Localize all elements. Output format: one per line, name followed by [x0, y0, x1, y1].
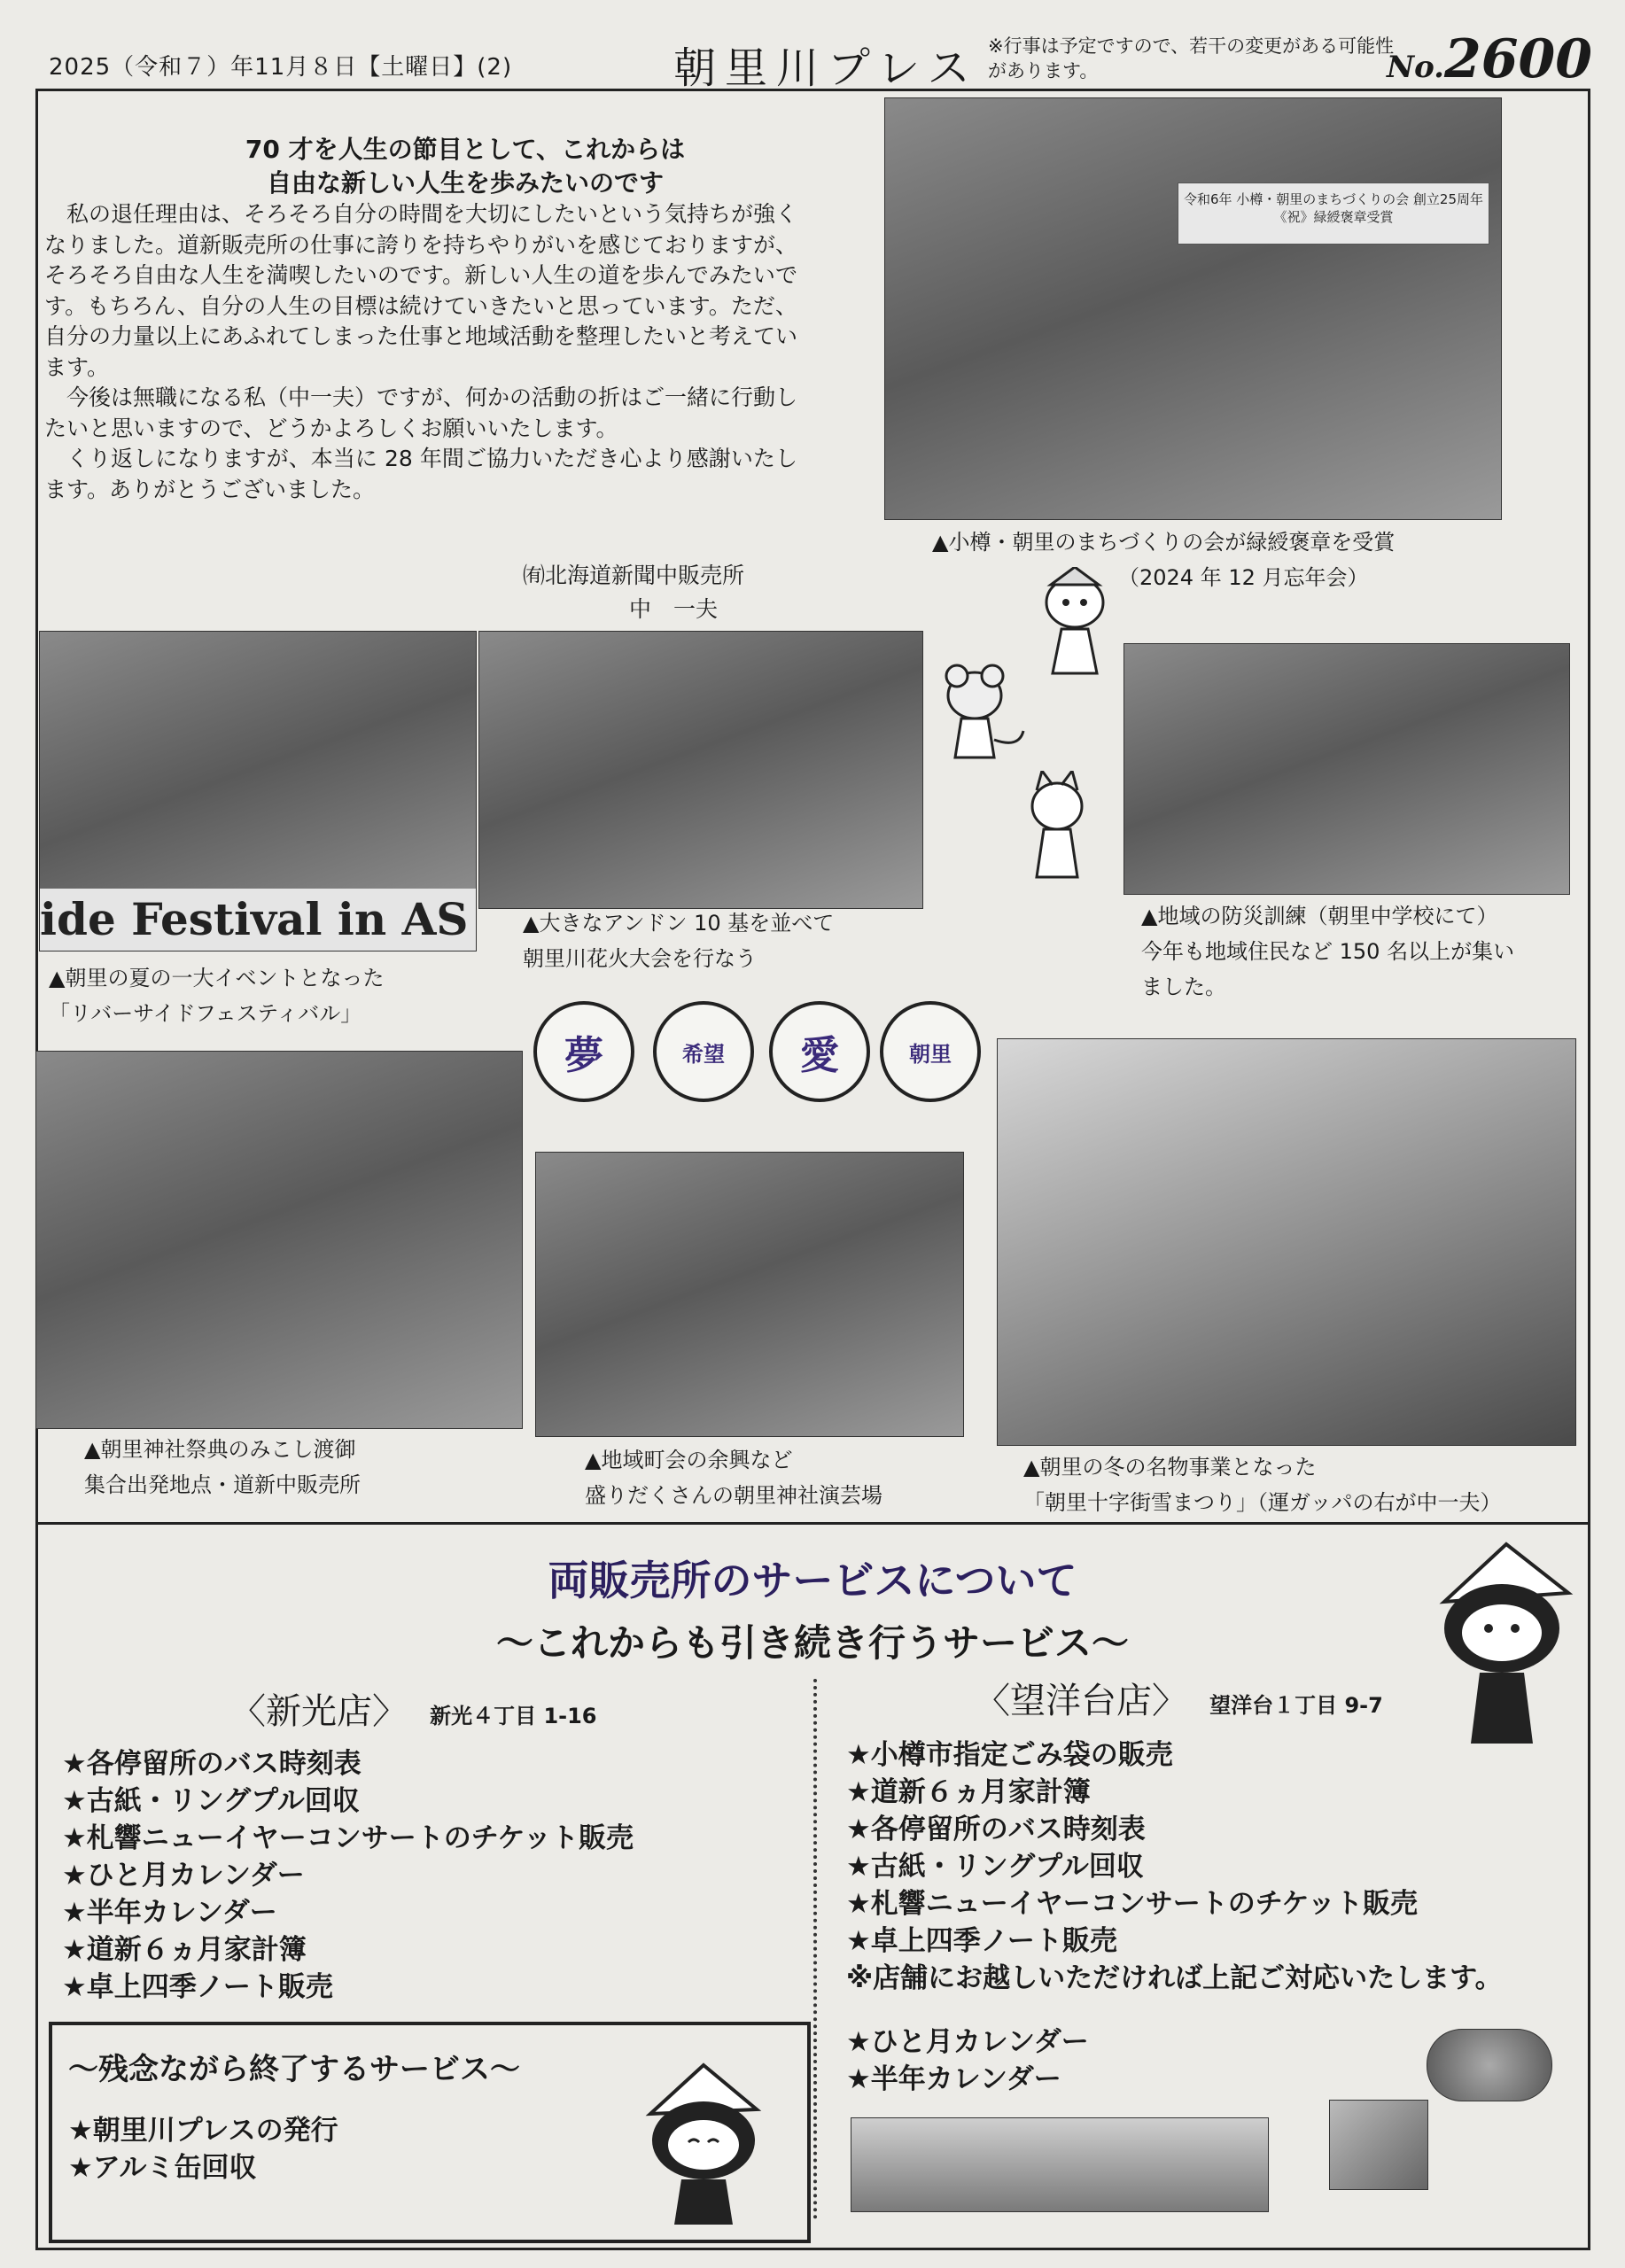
mascot-helmet-icon: [1427, 1540, 1577, 1761]
mascot-sad-helmet-icon: [637, 2061, 770, 2229]
list-item: ★半年カレンダー: [846, 2063, 1061, 2095]
list-item: ★アルミ缶回収: [68, 2152, 257, 2184]
services-subtitle: ～これからも引き続き行うサービス～: [495, 1621, 1129, 1665]
letter-paragraph: くり返しになりますが、本当に 28 年間ご協力いただき心より感謝いたします。ありがとうございました。: [44, 446, 797, 502]
list-item: ★卓上四季ノート販売: [846, 1925, 1117, 1957]
boyodai-store-address: 望洋台１丁目 9-7: [1209, 1693, 1383, 1718]
badge-asari: 朝里: [880, 1001, 981, 1102]
list-item: ★小樽市指定ごみ袋の販売: [846, 1739, 1173, 1771]
list-item: ★朝里川プレスの発行: [68, 2115, 338, 2147]
shinko-store-name: 〈新光店〉: [230, 1691, 408, 1732]
riverside-caption: ▲朝里の夏の一大イベントとなった 「リバーサイドフェスティバル」: [49, 966, 385, 1026]
list-item: ★道新６ヵ月家計簿: [846, 1776, 1091, 1808]
store-visit-note: ※店舗にお越しいただければ上記ご対応いたします。: [846, 1962, 1503, 1994]
snow-caption: ▲朝里の冬の名物事業となった 「朝里十字街雪まつり」（運ガッパの右が中一夫）: [1023, 1455, 1502, 1515]
shrine-procession-photo: [35, 1051, 523, 1429]
boyodai-store-name: 〈望洋台店〉: [975, 1681, 1187, 1721]
issue-number: No.2600: [1387, 28, 1592, 90]
shinko-service-list: [62, 1745, 634, 2006]
orchestra-image: [851, 2117, 1269, 2212]
boyodai-extra-list: [846, 2023, 1089, 2098]
letter-paragraph: 私の退任理由は、そろそろ自分の時間を大切にしたいという気持ちが強くなりました。道新販売所の仕事に誇りを持ちやりがいを感じておりますが、そろそろ自由な人生を満喫したいのです。新しい人生の道を歩んでみたいです。もちろん、自分の人生の目標は続けていきたいと思っています。ただ、自分の力量以上にあふれてしまった仕事と地域活動を整理したいと考えています。: [44, 201, 798, 380]
snow-festival-photo: [997, 1038, 1576, 1446]
letter-paragraph: 今後は無職になる私（中一夫）ですが、何かの活動の折はご一緒に行動したいと思いますので、どうかよろしくお願いいたします。: [44, 384, 798, 441]
signature-company: ㈲北海道新聞中販売所: [523, 563, 745, 588]
ending-services-title: ～残念ながら終了するサービス～: [68, 2052, 520, 2087]
list-item: ★各停留所のバス時刻表: [62, 1748, 362, 1780]
mascot-cat-icon: [1026, 567, 1124, 691]
newspaper-bundle-image: [1329, 2100, 1428, 2190]
ending-service-list: [68, 2112, 338, 2186]
drill-caption: ▲地域の防災訓練（朝里中学校にて） 今年も地域住民など 150 名以上が集い ました。: [1141, 904, 1515, 999]
festival-stage-sign: ide Festival in AS: [40, 889, 476, 951]
mascot-fox-icon: [1017, 771, 1097, 904]
list-item: ★札響ニューイヤーコンサートのチケット販売: [846, 1888, 1418, 1920]
event-banner: 令和6年 小樽・朝里のまちづくりの会 創立25周年《祝》緑綬褒章受賞: [1178, 183, 1489, 245]
list-item: ★札響ニューイヤーコンサートのチケット販売: [62, 1822, 634, 1854]
disaster-drill-photo: [1124, 643, 1570, 895]
letter-title: 70 才を人生の節目として、これからは 自由な新しい人生を歩みたいのです: [245, 135, 686, 198]
award-party-photo: [884, 97, 1502, 520]
mascot-mouse-icon: [930, 660, 1028, 775]
list-item: ★道新６ヵ月家計簿: [62, 1934, 307, 1966]
letter-body: [44, 199, 797, 505]
badge-hope: 希望: [653, 1001, 754, 1102]
ending-services-box: [49, 2022, 811, 2243]
column-divider: [813, 1679, 817, 2219]
shinko-store-heading: [230, 1683, 597, 1734]
newsletter-title: 朝里川プレス: [673, 43, 979, 93]
pulltabs-image: [1427, 2029, 1552, 2101]
badge-love: 愛: [769, 1001, 870, 1102]
list-item: ★半年カレンダー: [62, 1897, 277, 1929]
list-item: ★古紙・リングプル回収: [846, 1851, 1144, 1883]
list-item: ★ひと月カレンダー: [62, 1860, 305, 1891]
signature-name: 中 一夫: [629, 596, 719, 622]
section-divider: [35, 1522, 1590, 1525]
list-item: ★卓上四季ノート販売: [62, 1971, 333, 2003]
badge-dream: 夢: [533, 1001, 634, 1102]
list-item: ★古紙・リングプル回収: [62, 1785, 360, 1817]
award-caption: ▲小樽・朝里のまちづくりの会が緑綬褒章を受賞 （2024 年 12 月忘年会）: [932, 530, 1396, 590]
boyodai-service-list: [846, 1736, 1503, 1997]
shrine-caption: ▲朝里神社祭典のみこし渡御 集合出発地点・道新中販売所: [84, 1437, 361, 1497]
services-title: 両販売所のサービスについて: [548, 1557, 1077, 1604]
performance-caption: ▲地域町会の余興など 盛りだくさんの朝里神社演芸場: [585, 1448, 882, 1508]
andon-fireworks-photo: [478, 631, 923, 909]
issue-date: 2025（令和７）年11月８日【土曜日】(2): [49, 54, 513, 81]
shinko-store-address: 新光４丁目 1-16: [430, 1704, 597, 1728]
boyodai-store-heading: [975, 1673, 1383, 1723]
riverside-festival-photo: [39, 631, 477, 951]
andon-caption: ▲大きなアンドン 10 基を並べて 朝里川花火大会を行なう: [523, 911, 835, 971]
list-item: ★ひと月カレンダー: [846, 2026, 1089, 2058]
shrine-performance-photo: [535, 1152, 964, 1437]
list-item: ★各停留所のバス時刻表: [846, 1814, 1146, 1845]
schedule-note: ※行事は予定ですので、若干の変更がある可能性があります。: [988, 35, 1395, 82]
